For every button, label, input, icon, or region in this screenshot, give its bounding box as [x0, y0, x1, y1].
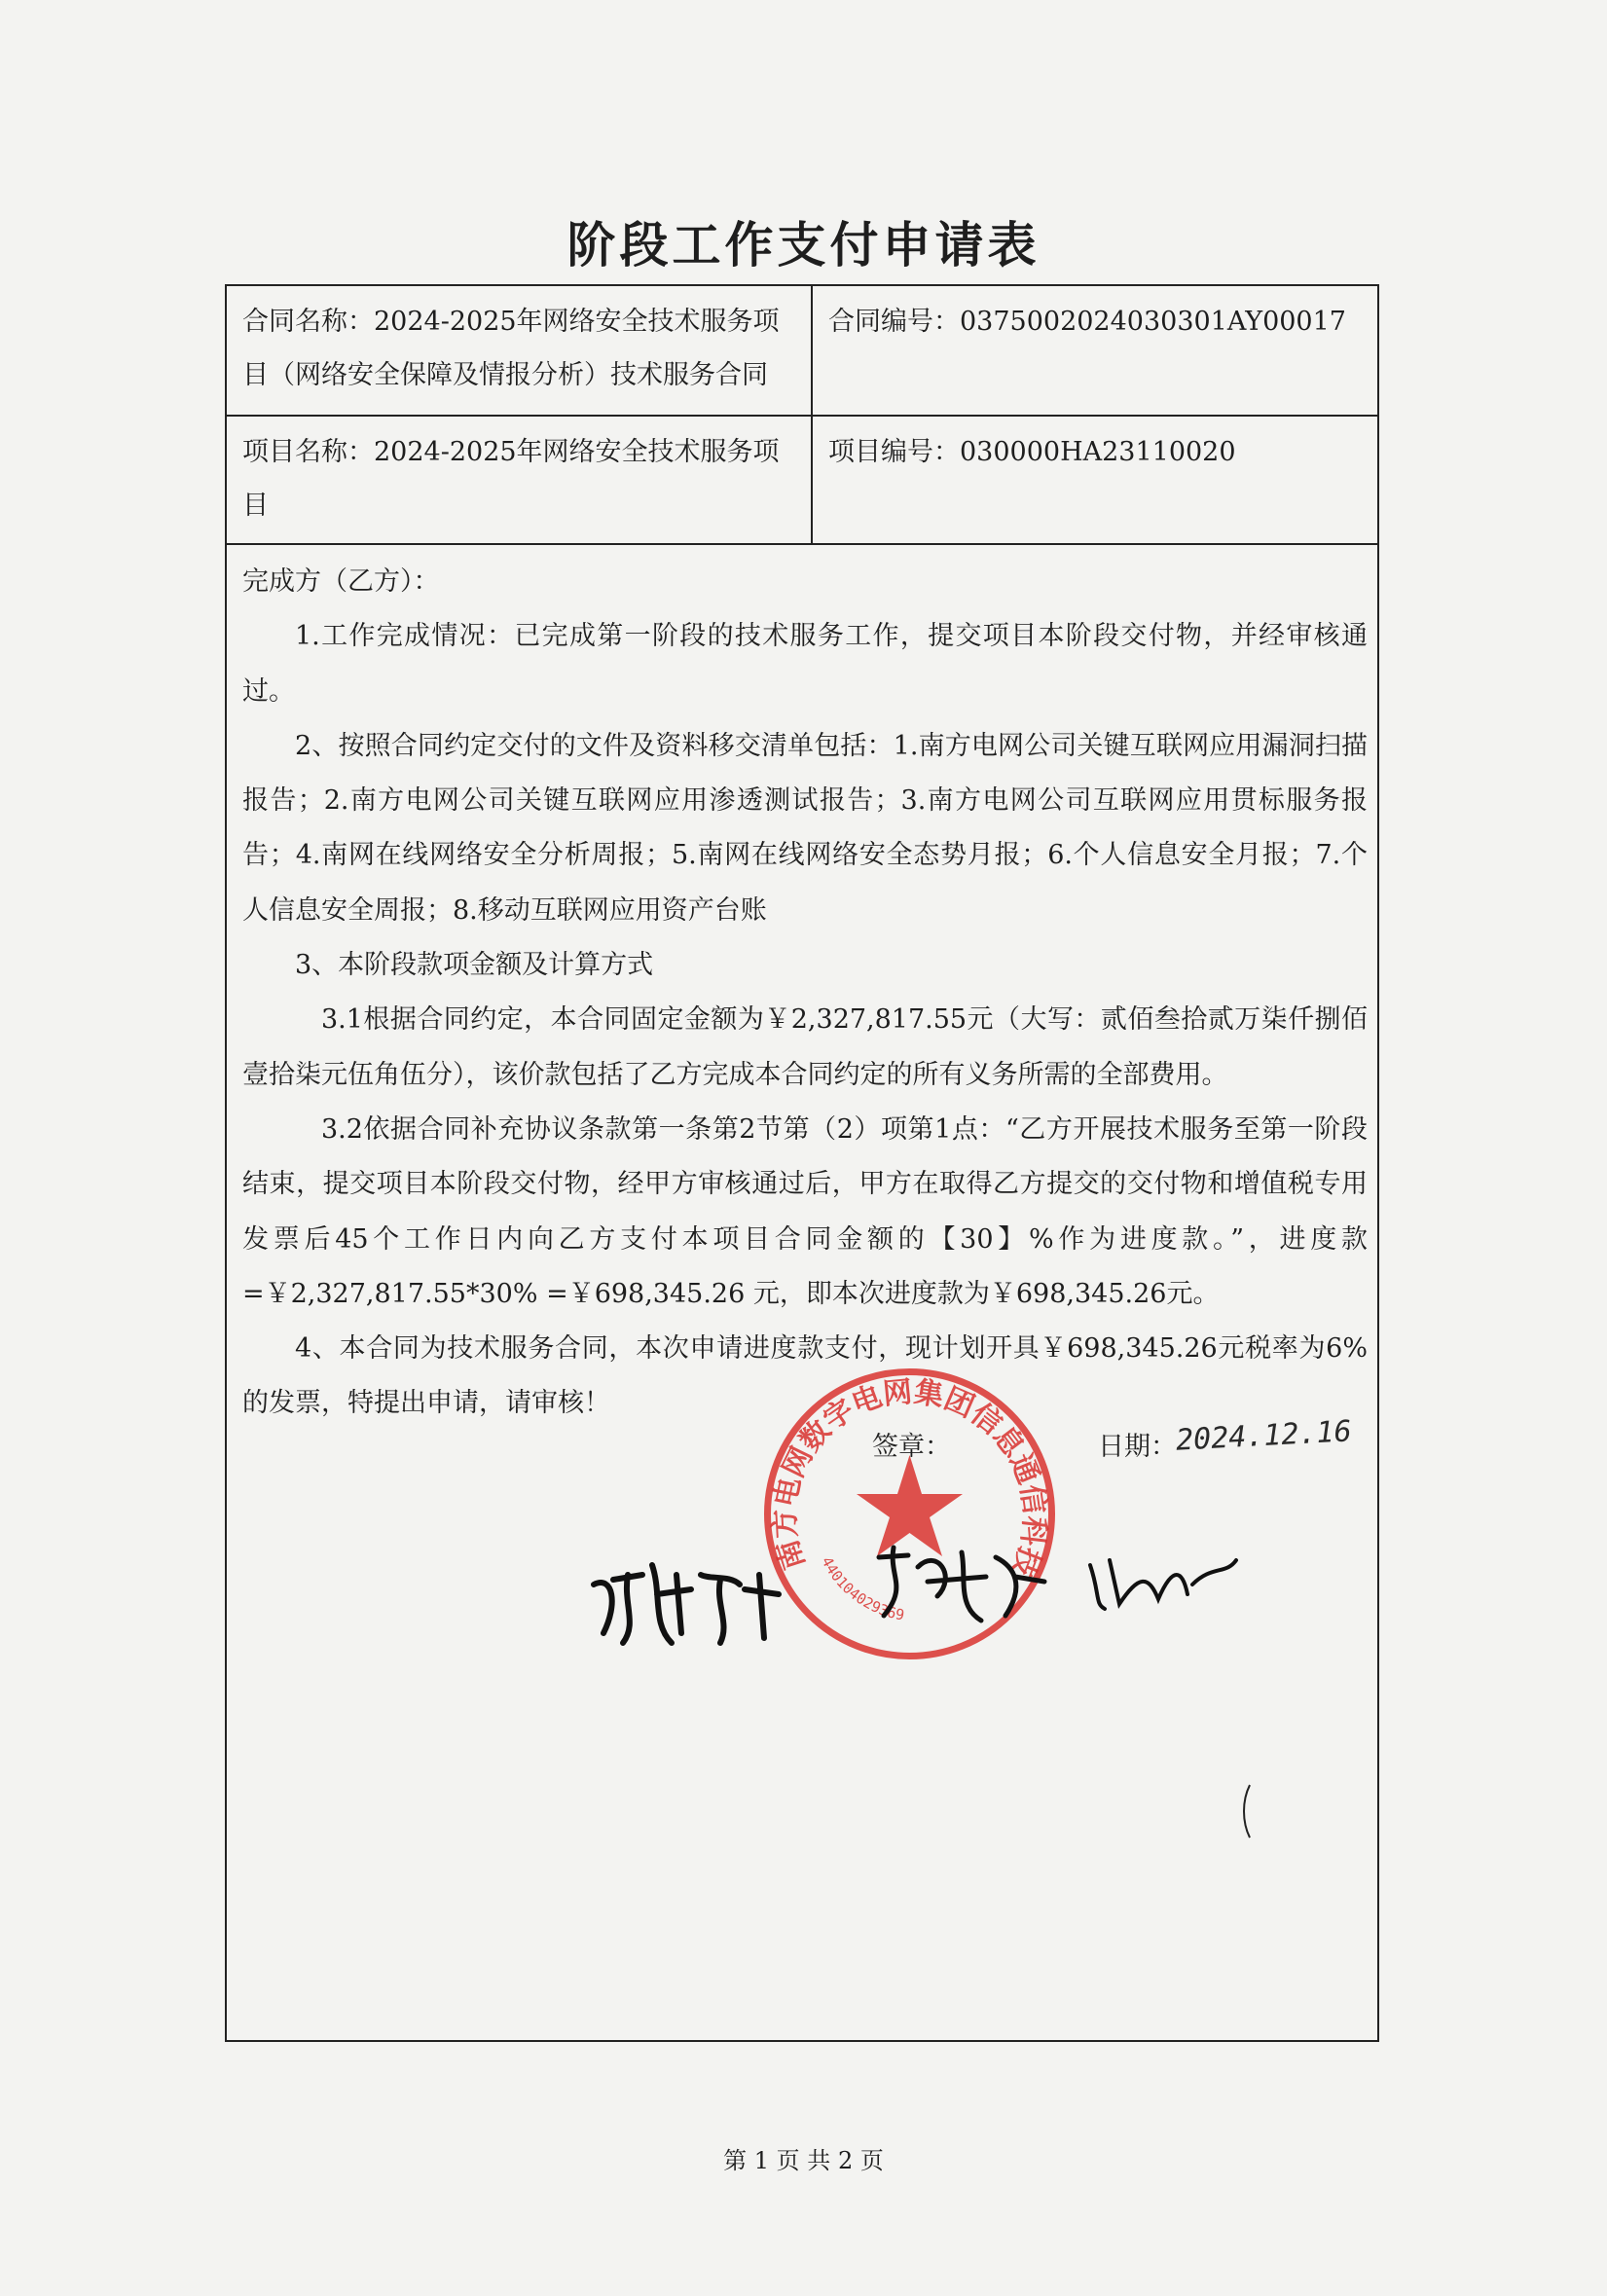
handwritten-signature-2 — [869, 1528, 1054, 1635]
sign-label: 签章： — [872, 1432, 951, 1462]
payment-calculation: 3.2依据合同补充协议条款第一条第2节第（2）项第1点：“乙方开展技术服务至第一阶段结束，提交项目本阶段交付物，经甲方审核通过后，甲方在取得乙方提交的交付物和增值税专用发票后45个工作日内向乙方支付本项目合同金额的【30】%作为进度款。”，进度款=￥2,327,817.55*30% =￥698,345.26 元，即本次进度款为￥698,345.26元。 — [242, 1113, 1368, 1309]
project-number: 项目编号：030000HA23110020 — [828, 437, 1236, 467]
project-name: 项目名称：2024-2025年网络安全技术服务项目 — [242, 437, 780, 521]
pen-mark — [1238, 1781, 1258, 1841]
completing-party: 完成方（乙方）： — [242, 566, 440, 597]
deliverables-list: 2、按照合同约定交付的文件及资料移交清单包括：1.南方电网公司关键互联网应用漏洞扫描报告；2.南方电网公司关键互联网应用渗透测试报告；3.南方电网公司互联网应用贯标服务报告；4.南网在线网络安全分析周报；5.南网在线网络安全态势月报；6.个人信息安全月报；7.个人信息安全周报；8.移动互联网应用资产台账 — [242, 730, 1368, 926]
payment-heading: 3、本阶段款项金额及计算方式 — [295, 950, 654, 981]
column-divider — [811, 286, 813, 545]
handwritten-signature-3 — [1080, 1546, 1246, 1614]
page-footer: 第 1 页 共 2 页 — [723, 2147, 884, 2174]
svg-text:440104029369: 440104029369 — [818, 1553, 906, 1624]
application-request: 4、本合同为技术服务合同，本次申请进度款支付，现计划开具￥698,345.26元税率为6%的发票，特提出申请，请审核！ — [242, 1333, 1368, 1419]
form-title: 阶段工作支付申请表 — [566, 217, 1041, 273]
contract-number: 合同编号：0375002024030301AY00017 — [828, 307, 1346, 337]
application-form — [225, 284, 1379, 2042]
date-label: 日期： — [1098, 1432, 1177, 1462]
handwritten-date: 2024.12.16 — [1175, 1414, 1353, 1458]
work-status: 1.工作完成情况：已完成第一阶段的技术服务工作，提交项目本阶段交付物，并经审核通过。 — [242, 621, 1368, 707]
svg-text:南方电网数字电网集团信息通信科技: 南方电网数字电网集团信息通信科技 — [767, 1374, 1052, 1582]
contract-amount: 3.1根据合同约定，本合同固定金额为￥2,327,817.55元（大写：贰佰叁拾贰万柒仟捌佰壹拾柒元伍角伍分），该价款包括了乙方完成本合同约定的所有义务所需的全部费用。 — [242, 1004, 1368, 1090]
contract-name: 合同名称：2024-2025年网络安全技术服务项目（网络安全保障及情报分析）技术服务合同 — [242, 307, 780, 390]
handwritten-signature-1 — [584, 1546, 798, 1653]
form-body — [242, 555, 1368, 1432]
